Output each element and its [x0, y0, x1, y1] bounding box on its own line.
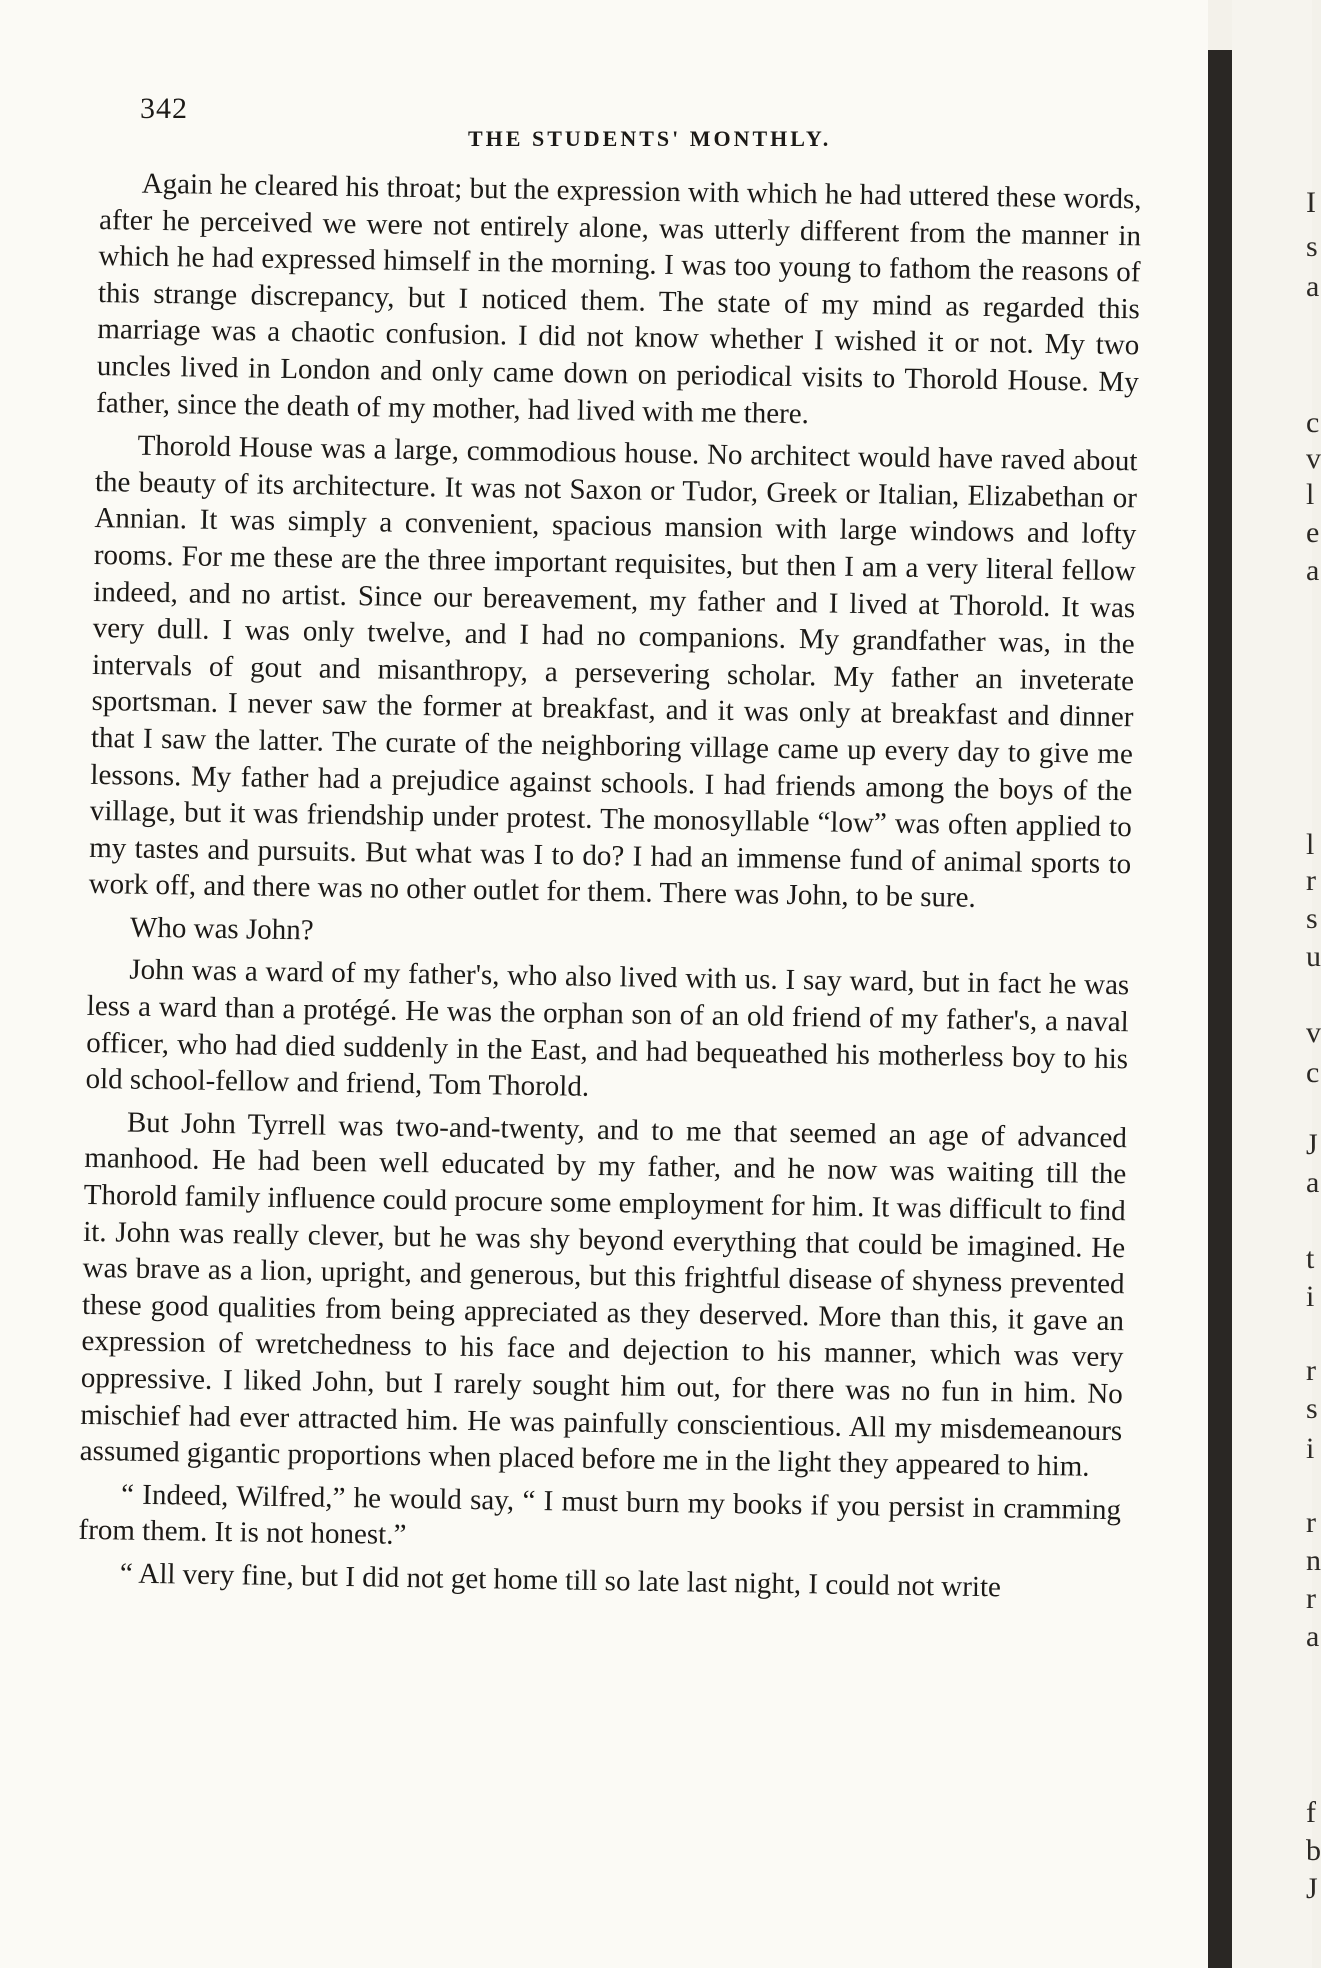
facing-page-letter: J — [1306, 1128, 1318, 1161]
facing-page-letter: s — [1306, 230, 1318, 263]
facing-page-letter: a — [1306, 270, 1320, 303]
facing-page-letter: r — [1306, 1582, 1316, 1615]
facing-page-edge — [1232, 0, 1321, 1968]
page-number: 342 — [140, 92, 188, 125]
facing-page-letter: I — [1306, 186, 1316, 219]
facing-page-letter: t — [1306, 1242, 1315, 1275]
paragraph-4: John was a ward of my father's, who also lived with us. I say ward, but in fact he was less a ward than a protégé. He was the orphan son of an old friend of my father's, a naval officer, who had died suddenly in the East, and had bequeathed his motherless boy to his old school-fellow and friend, Tom Thorold. — [85, 954, 1130, 1104]
facing-page-letter: e — [1306, 516, 1320, 549]
facing-page-letter: v — [1306, 442, 1321, 475]
running-title: THE STUDENTS' MONTHLY. — [468, 126, 832, 151]
paragraph-2: Thorold House was a large, commodious house. No architect would have raved about the beauty of its architecture. It was not Saxon or Tudor, Greek or Italian, Elizabethan or Annian. It was simply a convenient, spacious mansion with large windows and lofty rooms. For me these are the three important requisites, but then I am a very literal fellow indeed, and no artist. Since our bereavement, my father and I lived at Thorold. It was very dull. I was only twelve, and I had no companions. My grandfather was, in the intervals of gout and misanthropy, a persevering scholar. My father an inveterate sportsman. I never saw the former at breakfast, and it was only at breakfast and dinner that I saw the latter. The curate of the neighboring village came up every day to give me lessons. My father had a prejudice against schools. I had friends among the boys of the village, but it was friendship under protest. The monosyllable “low” was often applied to my tastes and pursuits. But what was I to do? I had an immense fund of animal sports to work off, and there was no other outlet for them. There was John, to be sure. — [88, 429, 1138, 915]
facing-page-letter: s — [1306, 1392, 1318, 1425]
paragraph-5: But John Tyrrell was two-and-twenty, and to me that seemed an age of advanced manhood. He had been well educated by my father, and he now was waiting till the Thorold family influence could procure some employment for him. It was difficult to find it. John was really clever, but he was shy beyond everything that could be imagined. He was brave as a lion, upright, and generous, but this frightful disease of shyness prevented these good qualities from being appreciated as they deserved. More than this, it gave an expression of wretchedness to his face and dejection to his manner, which was very oppressive. I liked John, but I rarely sought him out, for there was no fun in him. No mischief had ever attracted him. He was painfully conscientious. All my misdemeanours assumed gigantic proportions when placed before me in the light they appeared to him. — [79, 1106, 1128, 1483]
facing-page-letter: l — [1306, 478, 1315, 511]
paragraph-1: Again he cleared his throat; but the expression with which he had uttered these words, after he perceived we were not entirely alone, was utterly different from the manner in which he had expressed himself in the morning. I was too young to fathom the reasons of this strange discrepancy, but I noticed them. The state of my mind as regarded this marriage was a chaotic confusion. I did not know whether I wished it or not. My two uncles lived in London and only came down on periodical visits to Thorold House. My father, since the death of my mother, had lived with me there. — [96, 167, 1142, 430]
facing-page-letter: a — [1306, 554, 1320, 587]
facing-page-letter: c — [1306, 406, 1320, 439]
facing-page-letter: s — [1306, 902, 1318, 935]
facing-page-letter: r — [1306, 1354, 1316, 1387]
book-gutter — [1208, 50, 1232, 1968]
facing-page-letter: b — [1306, 1834, 1321, 1867]
page-header — [0, 0, 1208, 160]
facing-page-letter: J — [1306, 1872, 1318, 1905]
paragraph-6: “ Indeed, Wilfred,” he would say, “ I must burn my books if you persist in cramming from them. It is not honest.” — [78, 1478, 1122, 1552]
facing-page-letter: a — [1306, 1166, 1320, 1199]
facing-page-letter: r — [1306, 1506, 1316, 1539]
facing-page-letter: c — [1306, 1056, 1320, 1089]
facing-page-letter: n — [1306, 1544, 1321, 1577]
facing-page-letter: l — [1306, 828, 1315, 861]
facing-page-letter: i — [1306, 1280, 1315, 1313]
facing-page-letter: v — [1306, 1016, 1321, 1049]
paragraph-7: “ All very fine, but I did not get home till so late last night, I could not write — [119, 1557, 1002, 1604]
facing-page-letter: a — [1306, 1620, 1320, 1653]
facing-page-letter: i — [1306, 1432, 1315, 1465]
body-text — [78, 165, 1142, 1608]
facing-page-letter: r — [1306, 864, 1316, 897]
facing-page-letter: u — [1306, 940, 1321, 973]
paragraph-3: Who was John? — [129, 911, 314, 947]
facing-page-letter: f — [1306, 1796, 1316, 1829]
